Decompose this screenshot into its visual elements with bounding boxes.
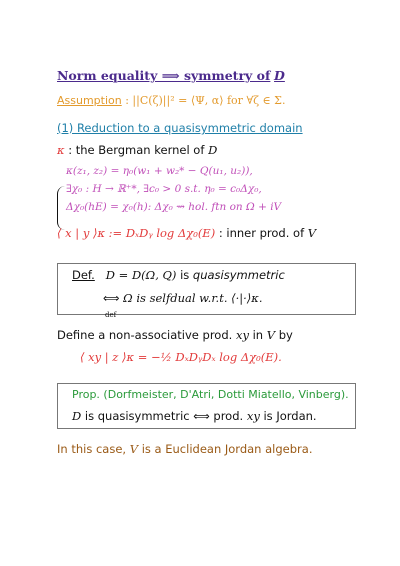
kernel-text: : the Bergman kernel of (68, 143, 205, 157)
inner-product-text: : inner prod. of (218, 226, 305, 240)
proposition-text-1: is quasisymmetric (84, 409, 190, 423)
definition-iff: ⟺ (103, 291, 120, 305)
definition-term: quasisymmetric (192, 268, 285, 282)
proposition-text-2: prod. (213, 409, 244, 423)
definition-condition: Ω is selfdual w.r.t. ⟨·|·⟩κ. (123, 291, 263, 305)
kernel-line (57, 143, 217, 157)
system-line-3: Δχ₀(hE) = χ₀(h): Δχ₀ ⇝ hol. ftn on Ω + iV (66, 201, 282, 213)
conclusion-line (57, 442, 312, 456)
system-line-2: ∃χ₀ : H → ℝ⁺*, ∃c₀ > 0 s.t. η₀ = c₀Δχ₀, (66, 183, 262, 195)
definition-line (72, 268, 285, 282)
proposition-statement (72, 409, 317, 423)
nonassoc-in: in (252, 328, 264, 342)
section-heading: (1) Reduction to a quasisymmetric domain (57, 121, 303, 135)
kappa-symbol: κ (57, 143, 65, 157)
proposition-label: Prop. (Dorfmeister, D'Atri, Dotti Miatello, Vinberg). (72, 388, 349, 401)
nonassoc-text: Define a non-associative prod. (57, 328, 233, 342)
definition-condition-line (103, 291, 263, 305)
inner-product-line (57, 226, 316, 240)
assumption-formula: : ||C(ζ)||² = ⟨Ψ, α⟩ for ∀ζ ∈ Σ. (125, 94, 286, 107)
nonassoc-line (57, 328, 293, 342)
definition-statement-math: D = D(Ω, Q) (105, 268, 177, 282)
nonassoc-var: V (266, 328, 276, 342)
product-formula: ⟨ xy | z ⟩κ = −½ DₓDᵧDₓ log Δχ₀(E). (80, 350, 282, 364)
proposition-var: D (72, 409, 82, 423)
assumption-line (57, 94, 285, 107)
proposition-text-3: is Jordan. (263, 409, 317, 423)
conclusion-text-2: is a Euclidean Jordan algebra. (141, 442, 313, 456)
proposition-prod: xy (246, 409, 260, 423)
conclusion-var: V (129, 442, 139, 456)
conclusion-text-1: In this case, (57, 442, 127, 456)
slide-title (57, 68, 285, 83)
nonassoc-prod: xy (235, 328, 249, 342)
inner-product-var: V (307, 226, 317, 240)
kernel-var: D (208, 143, 218, 157)
title-var: D (274, 68, 285, 83)
proposition-iff: ⟺ (193, 409, 210, 423)
definition-iff-sub: def (105, 311, 117, 319)
assumption-label: Assumption (57, 94, 122, 107)
system-line-1: κ(z₁, z₂) = η₀(w₁ + w₂* − Q(u₁, u₂)), (66, 165, 253, 177)
definition-label: Def. (72, 268, 95, 282)
nonassoc-by: by (278, 328, 293, 342)
definition-statement-text: is (180, 268, 190, 282)
title-text: Norm equality ⟹ symmetry of (57, 68, 271, 83)
inner-product-formula: ⟨ x | y ⟩κ := DₓDᵧ log Δχ₀(E) (57, 226, 216, 240)
